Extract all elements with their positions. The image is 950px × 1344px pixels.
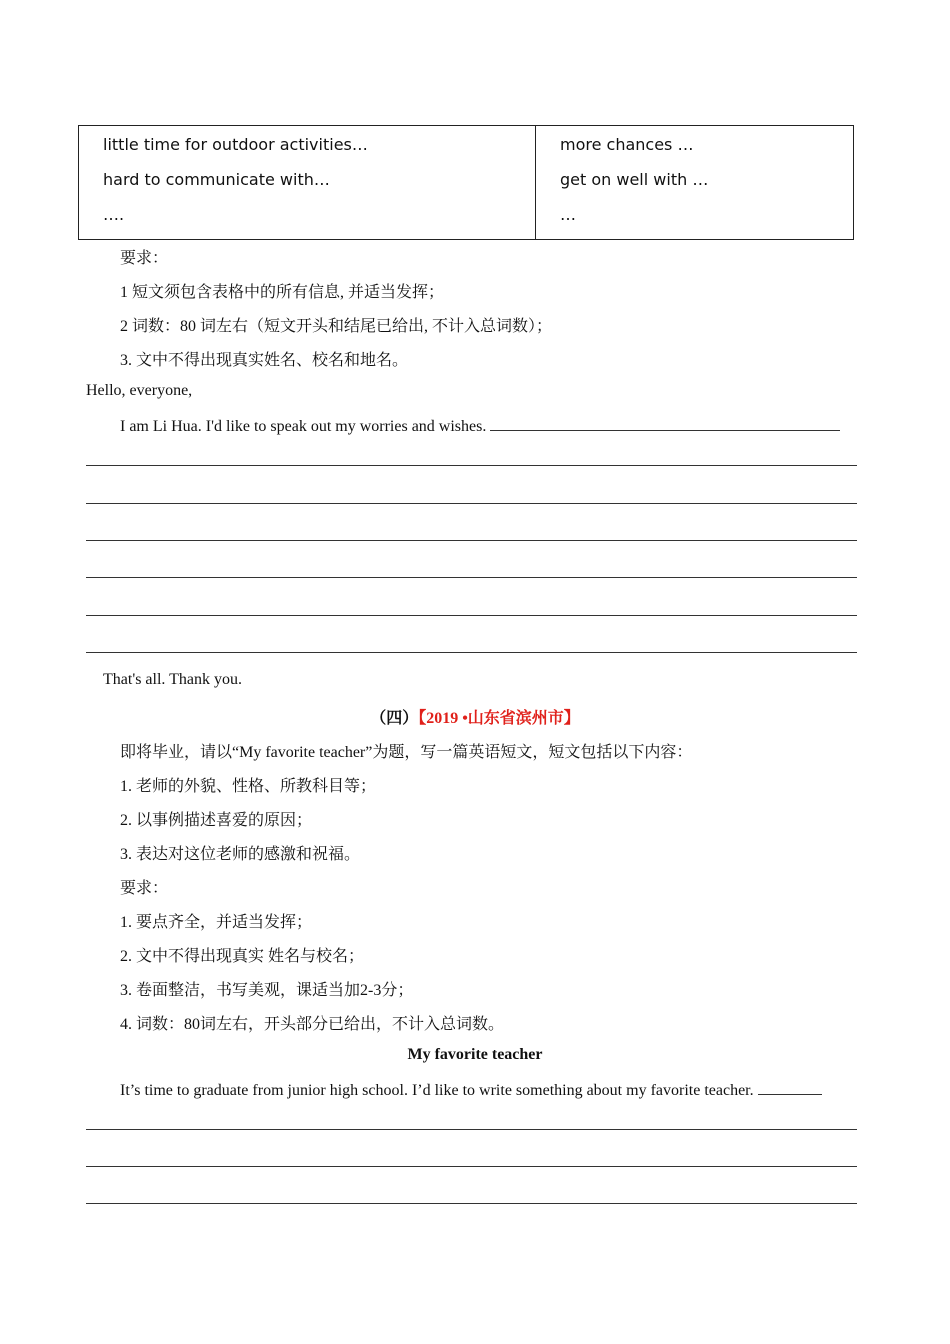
table-cell-right-1: more chances … [560,135,694,154]
essay-opening-line [120,1080,822,1100]
requirement-3: 3. 文中不得出现真实姓名、校名和地名。 [120,352,409,369]
essay-opening-text: It’s time to graduate from junior high school. I’d like to write something about my favorite teacher. [120,1082,754,1099]
essay-opening-text: I am Li Hua. I'd like to speak out my worries and wishes. [120,418,487,435]
content-point-2: 2. 以事例描述喜爱的原因； [120,812,313,829]
answer-line[interactable] [86,465,857,466]
greeting: Hello, everyone, [86,382,193,399]
answer-line[interactable] [86,652,857,653]
answer-line[interactable] [86,1129,857,1130]
essay-title: My favorite teacher [407,1046,543,1063]
requirement-1: 1. 要点齐全，并适当发挥； [120,914,313,931]
table-cell-left-3: …. [103,205,125,224]
table-column-divider [535,126,536,239]
answer-line[interactable] [86,1203,857,1204]
requirement-2: 2 词数：80 词左右（短文开头和结尾已给出, 不计入总词数）； [120,318,553,335]
answer-line[interactable] [86,1166,857,1167]
answer-line[interactable] [86,615,857,616]
answer-line[interactable] [86,503,857,504]
requirement-4: 4. 词数：80词左右，开头部分已给出，不计入总词数。 [120,1016,505,1033]
requirement-2: 2. 文中不得出现真实 姓名与校名； [120,948,365,965]
essay-opening-line [120,416,840,436]
answer-blank[interactable] [490,416,840,431]
task-prompt: 即将毕业，请以“My favorite teacher”为题，写一篇英语短文，短文包括以下内容： [120,744,693,761]
requirement-1: 1 短文须包含表格中的所有信息, 并适当发挥； [120,284,445,301]
table-cell-right-3: … [560,205,576,224]
section-source: 【2019 •山东省滨州市】 [418,710,580,727]
requirements-heading: 要求： [120,880,169,897]
closing-line: That's all. Thank you. [103,671,243,688]
answer-line[interactable] [86,540,857,541]
table-cell-left-1: little time for outdoor activities… [103,135,368,154]
requirements-heading: 要求： [120,250,169,267]
requirement-3: 3. 卷面整洁，书写美观，课适当加2-3分； [120,982,414,999]
content-point-1: 1. 老师的外貌、性格、所教科目等； [120,778,377,795]
answer-blank[interactable] [758,1080,822,1095]
info-table [78,125,854,240]
section-number: （四） [370,710,419,727]
content-point-3: 3. 表达对这位老师的感激和祝福。 [120,846,361,863]
section-heading [0,705,950,728]
answer-line[interactable] [86,577,857,578]
table-cell-left-2: hard to communicate with… [103,170,330,189]
table-cell-right-2: get on well with … [560,170,709,189]
